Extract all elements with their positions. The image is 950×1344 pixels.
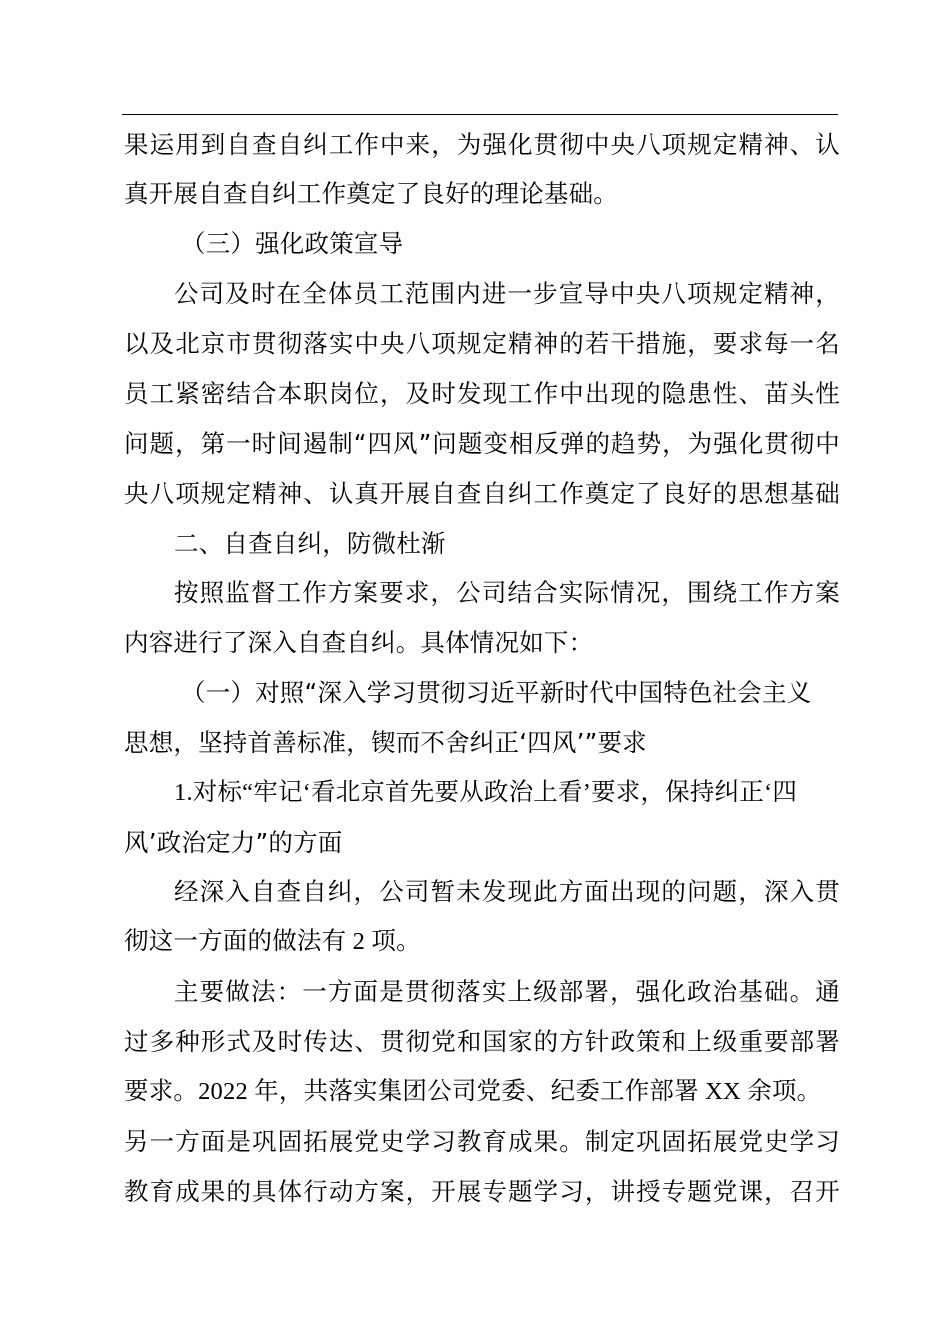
text-line: 另一方面是巩固拓展党史学习教育成果。制定巩固拓展党史学习 [124, 1127, 840, 1156]
text-line: 内容进行了深入自查自纠。具体情况如下： [124, 628, 594, 657]
section-heading: （三）强化政策宣导 [181, 229, 404, 258]
text-line: 教育成果的具体行动方案，开展专题学习，讲授专题党课，召开 [124, 1177, 840, 1206]
text-line: 要求。2022 年，共落实集团公司党委、纪委工作部署 XX 余项。 [124, 1078, 822, 1105]
subsection-heading: （一）对照“深入学习贯彻习近平新时代中国特色社会主义 [181, 678, 812, 707]
text-line: 央八项规定精神、认真开展自查自纠工作奠定了良好的思想基础 [124, 479, 840, 508]
text-line: 主要做法：一方面是贯彻落实上级部署，强化政治基础。通 [174, 977, 840, 1006]
header-rule [122, 114, 838, 115]
text-line: 过多种形式及时传达、贯彻党和国家的方针政策和上级重要部署 [124, 1027, 840, 1056]
text-line: 风’政治定力”的方面 [124, 828, 343, 857]
text-line: 果运用到自查自纠工作中来，为强化贯彻中央八项规定精神、认 [124, 130, 840, 159]
text-line: 经深入自查自纠，公司暂未发现此方面出现的问题，深入贯 [174, 877, 840, 906]
section-heading: 二、自查自纠，防微杜渐 [174, 529, 446, 558]
text-line: 公司及时在全体员工范围内进一步宣导中央八项规定精神， [174, 279, 840, 308]
text-line: 思想，坚持首善标准，锲而不舍纠正‘四风’”要求 [124, 728, 647, 757]
item-heading: 1.对标“牢记‘看北京首先要从政治上看’要求，保持纠正‘四 [174, 779, 798, 806]
text-line: 彻这一方面的做法有 2 项。 [124, 928, 421, 955]
text-line: 按照监督工作方案要求，公司结合实际情况，围绕工作方案 [174, 578, 840, 607]
text-line: 员工紧密结合本职岗位，及时发现工作中出现的隐患性、苗头性 [124, 379, 840, 408]
text-line: 以及北京市贯彻落实中央八项规定精神的若干措施，要求每一名 [124, 329, 840, 358]
text-line: 真开展自查自纠工作奠定了良好的理论基础。 [124, 179, 618, 208]
text-line: 问题，第一时间遏制“四风”问题变相反弹的趋势，为强化贯彻中 [124, 429, 840, 458]
